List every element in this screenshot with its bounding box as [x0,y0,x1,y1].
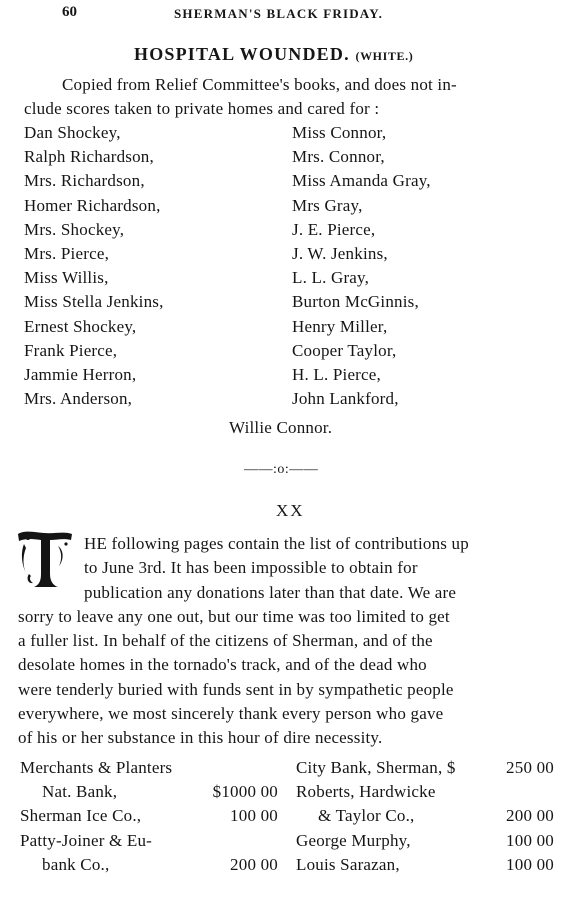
contributions-right-column [296,756,554,877]
section-intro [24,73,556,121]
chapter-number: XX [276,501,305,520]
name-entry: Burton McGinnis, [292,292,419,312]
names-left-column [24,121,164,411]
name-entry: Jammie Herron, [24,364,137,384]
contributor-name: Sherman Ice Co., [20,806,142,826]
contribution-amount: 100 00 [506,830,554,850]
name-entry: Ralph Richardson, [24,147,154,167]
contribution-amount: 250 00 [506,758,554,777]
name-entry: Miss Connor, [292,123,387,142]
contributor-name: Merchants & Planters [20,758,173,777]
name-entry: Mrs. Pierce, [24,243,110,263]
section-subtitle: (WHITE.) [355,49,414,63]
name-entry: John Lankford, [292,389,399,409]
paragraph-line: were tenderly buried with funds sent in by sympathetic people [18,679,454,699]
contribution-amount: 100 00 [230,806,278,826]
name-entry: Mrs. Connor, [292,147,385,167]
contribution-row [296,780,554,804]
contributor-name: bank Co., [42,854,110,874]
name-entry: Miss Willis, [24,268,109,288]
name-entry: Homer Richardson, [24,195,161,215]
contributor-name: & Taylor Co., [318,806,415,826]
section-divider: ——:o:—— [244,462,319,477]
contribution-row [296,853,554,877]
contribution-row [20,829,278,853]
contributor-name: Roberts, Hardwicke [296,782,436,802]
paragraph-line: desolate homes in the tornado's track, and of the dead who [18,655,427,675]
contribution-amount: $1000 00 [212,782,278,802]
page-number: 60 [62,4,77,20]
paragraph-line: publication any donations later than that date. We are [84,582,457,602]
contribution-amount: 100 00 [506,854,554,874]
contribution-row [20,853,278,877]
section-title [134,44,413,65]
contributor-name: Nat. Bank, [42,782,118,802]
contributor-name: George Murphy, [296,830,411,850]
name-entry: J. W. Jenkins, [292,243,388,263]
running-title: SHERMAN'S BLACK FRIDAY. [174,6,384,21]
chapter-paragraph [18,532,558,751]
name-entry: Miss Stella Jenkins, [24,292,164,312]
name-entry: H. L. Pierce, [292,364,381,384]
paragraph-line: HE following pages contain the list of contributions up [84,534,469,553]
section-title-text: HOSPITAL WOUNDED. [134,44,350,64]
name-entry: Frank Pierce, [24,340,118,360]
contribution-row [20,804,278,828]
contributions-left-column [20,756,278,877]
contribution-row [296,829,554,853]
name-entry: J. E. Pierce, [292,219,376,239]
contribution-amount: 200 00 [506,806,554,826]
contribution-amount: 200 00 [230,854,278,874]
name-entry: Mrs. Shockey, [24,219,125,239]
paragraph-line: sorry to leave any one out, but our time was too limited to get [18,606,450,626]
paragraph-line: a fuller list. In behalf of the citizens of Sherman, and of the [18,631,433,651]
name-entry: Mrs Gray, [292,195,363,215]
name-entry: Ernest Shockey, [24,316,137,336]
intro-line-1: Copied from Relief Committee's books, and does not in- [62,75,457,94]
contributor-name: City Bank, Sherman, $ [296,758,456,777]
name-entry-final: Willie Connor. [229,418,333,437]
name-entry: Mrs. Anderson, [24,389,133,409]
intro-line-2: clude scores taken to private homes and cared for : [24,99,380,118]
name-entry: Cooper Taylor, [292,340,397,360]
name-entry: Miss Amanda Gray, [292,171,431,191]
contribution-row [20,756,278,780]
paragraph-line: to June 3rd. It has been impossible to obtain for [84,558,418,578]
names-right-column [292,121,431,411]
contributor-name: Patty-Joiner & Eu- [20,830,153,850]
paragraph-line: of his or her substance in this hour of dire necessity. [18,728,383,748]
contributor-name: Louis Sarazan, [296,854,400,874]
name-entry: L. L. Gray, [292,268,370,288]
paragraph-line: everywhere, we most sincerely thank every person who gave [18,704,444,724]
contribution-row [20,780,278,804]
name-entry: Mrs. Richardson, [24,171,145,191]
contribution-row [296,756,554,780]
contribution-row [296,804,554,828]
name-entry: Henry Miller, [292,316,388,336]
name-entry: Dan Shockey, [24,123,121,142]
